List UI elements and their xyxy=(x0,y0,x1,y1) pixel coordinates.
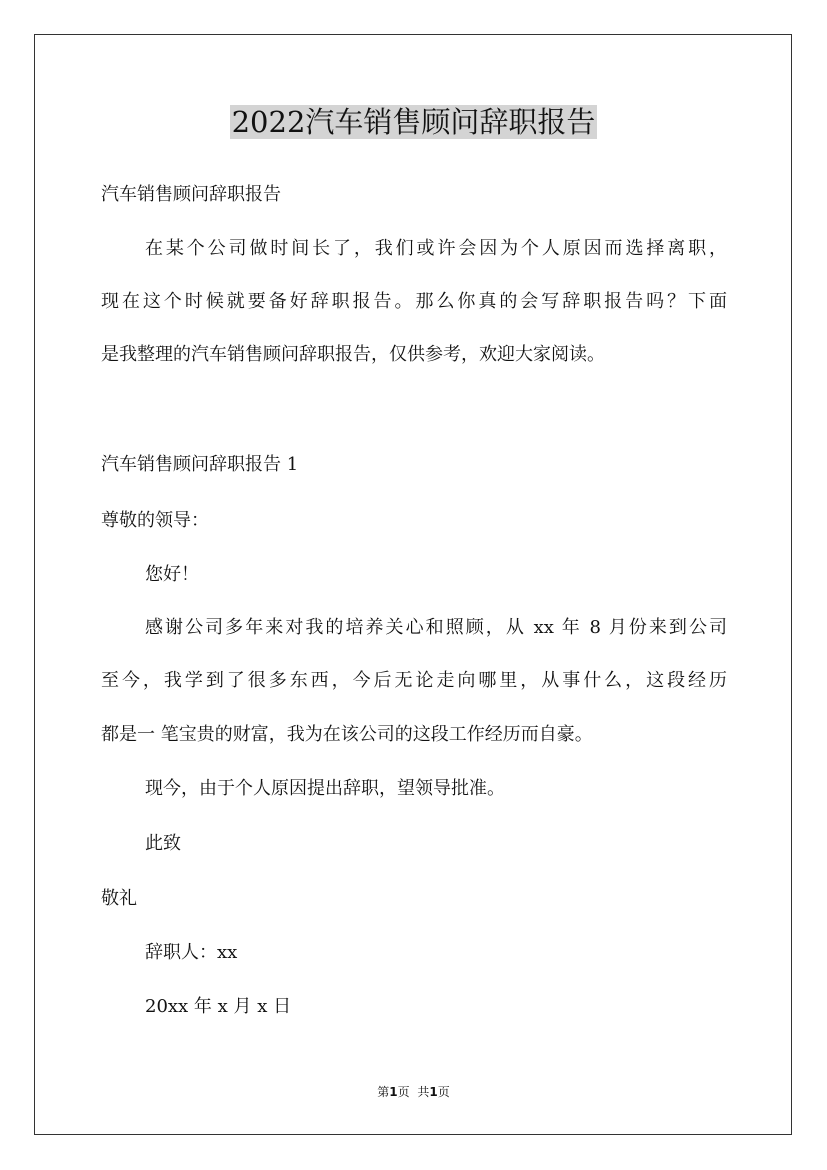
intro-line-1: 在某个公司做时间长了，我们或许会因为个人原因而选择离职， xyxy=(145,238,727,259)
footer-total-prefix: 共 xyxy=(417,1085,430,1099)
section-heading: 汽车销售顾问辞职报告 1 xyxy=(101,454,299,475)
page-footer xyxy=(0,1083,827,1101)
body-line-1: 感谢公司多年来对我的培养关心和照顾，从 xx 年 8 月份来到公司 xyxy=(145,617,727,638)
greeting: 您好！ xyxy=(145,564,199,585)
footer-page-num: 1 xyxy=(389,1085,398,1099)
footer-total-num: 1 xyxy=(429,1085,438,1099)
body-line-3: 都是一 笔宝贵的财富，我为在该公司的这段工作经历而自豪。 xyxy=(101,724,593,745)
date: 20xx 年 x 月 x 日 xyxy=(145,996,292,1017)
closing-cizhi: 此致 xyxy=(145,833,181,854)
document-title xyxy=(0,100,827,144)
footer-page-suffix: 页 xyxy=(397,1085,410,1099)
intro-line-3: 是我整理的汽车销售顾问辞职报告，仅供参考，欢迎大家阅读。 xyxy=(101,344,605,365)
intro-line-2: 现在这个时候就要备好辞职报告。那么你真的会写辞职报告吗？下面 xyxy=(101,291,727,312)
document-subtitle: 汽车销售顾问辞职报告 xyxy=(101,184,281,205)
signature: 辞职人：xx xyxy=(145,942,238,963)
body-line-2: 至今，我学到了很多东西，今后无论走向哪里，从事什么，这段经历 xyxy=(101,670,727,691)
footer-page-prefix: 第 xyxy=(377,1085,390,1099)
resignation-reason: 现今，由于个人原因提出辞职，望领导批准。 xyxy=(145,778,505,799)
closing-jingli: 敬礼 xyxy=(101,888,137,909)
document-title-text: 2022汽车销售顾问辞职报告 xyxy=(231,105,596,139)
salutation: 尊敬的领导： xyxy=(101,510,209,531)
footer-total-suffix: 页 xyxy=(437,1085,450,1099)
